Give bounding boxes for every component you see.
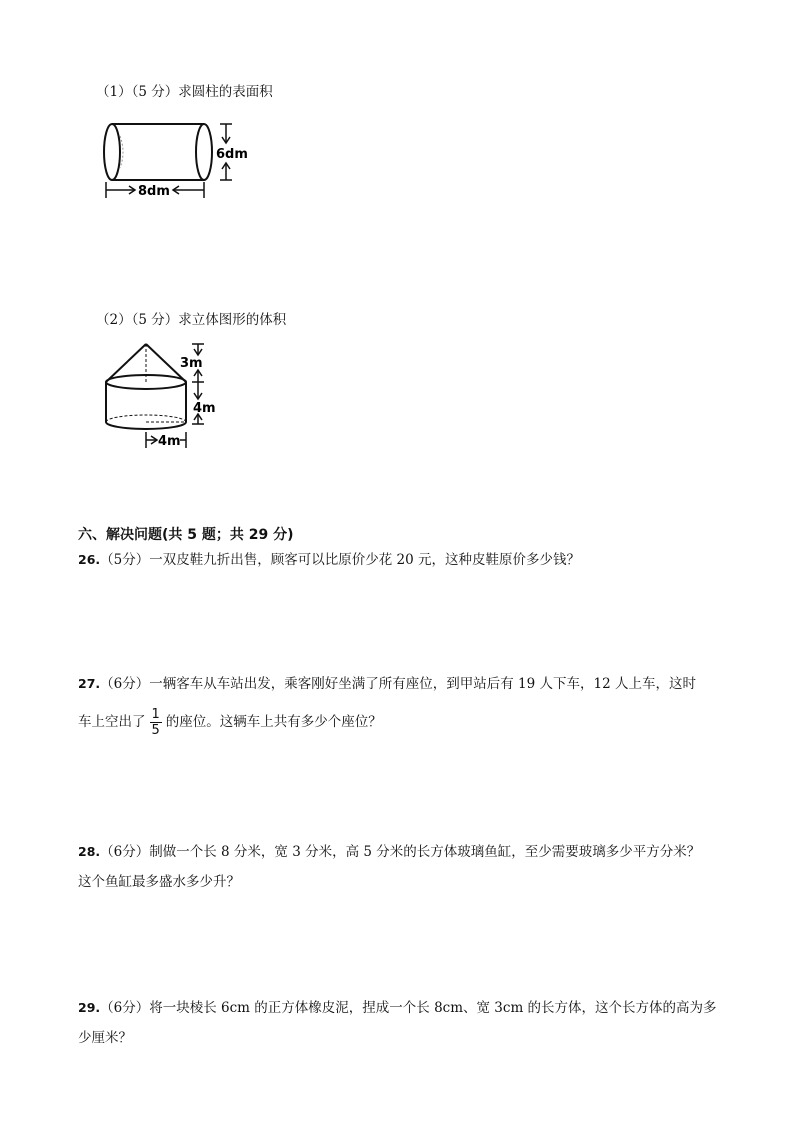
question-text: （5分）一双皮鞋九折出售，顾客可以比原价少花 20 元，这种皮鞋原价多少钱？ <box>100 552 581 568</box>
question-text: （6分）制做一个长 8 分米，宽 3 分米，高 5 分米的长方体玻璃鱼缸，至少需要玻璃多少平方分米？ <box>100 844 701 860</box>
cylinder-length-label: 8dm <box>138 184 170 199</box>
question-text: 车上空出了 <box>78 714 146 730</box>
cone-cylinder-figure <box>100 340 230 455</box>
question-number: 27. <box>78 676 101 691</box>
part1-label: （1）（5 分）求圆柱的表面积 <box>96 84 273 100</box>
question-text: 的座位。这辆车上共有多少个座位？ <box>165 714 382 730</box>
radius-label: 4m <box>158 434 181 449</box>
cone-height-label: 3m <box>180 356 203 371</box>
question-27-line1 <box>78 674 696 694</box>
question-29-line1 <box>78 998 717 1018</box>
question-text: （6分）将一块棱长 6cm 的正方体橡皮泥，捏成一个长 8cm、宽 3cm 的长方体，这个长方体的高为多 <box>100 1000 717 1016</box>
question-27-line2 <box>78 704 382 740</box>
question-28-line1 <box>78 842 700 862</box>
fraction-denominator: 5 <box>151 723 160 738</box>
question-28-line2: 这个鱼缸最多盛水多少升？ <box>78 874 240 890</box>
part2-label: （2）（5 分）求立体图形的体积 <box>96 312 287 328</box>
question-number: 26. <box>78 552 101 567</box>
question-29-line2: 少厘米？ <box>78 1030 132 1046</box>
question-number: 28. <box>78 844 101 859</box>
fraction-numerator: 1 <box>151 707 160 722</box>
cylinder-figure <box>98 116 258 206</box>
question-26 <box>78 550 580 570</box>
cylinder-height-label: 4m <box>193 401 216 416</box>
question-text: （6分）一辆客车从车站出发，乘客刚好坐满了所有座位，到甲站后有 19 人下车，12 人上车，这时 <box>100 676 696 692</box>
question-number: 29. <box>78 1000 101 1015</box>
section-title: 六、解决问题(共 5 题；共 29 分) <box>78 527 294 543</box>
cylinder-height-label: 6dm <box>216 147 248 162</box>
fraction <box>150 707 162 738</box>
